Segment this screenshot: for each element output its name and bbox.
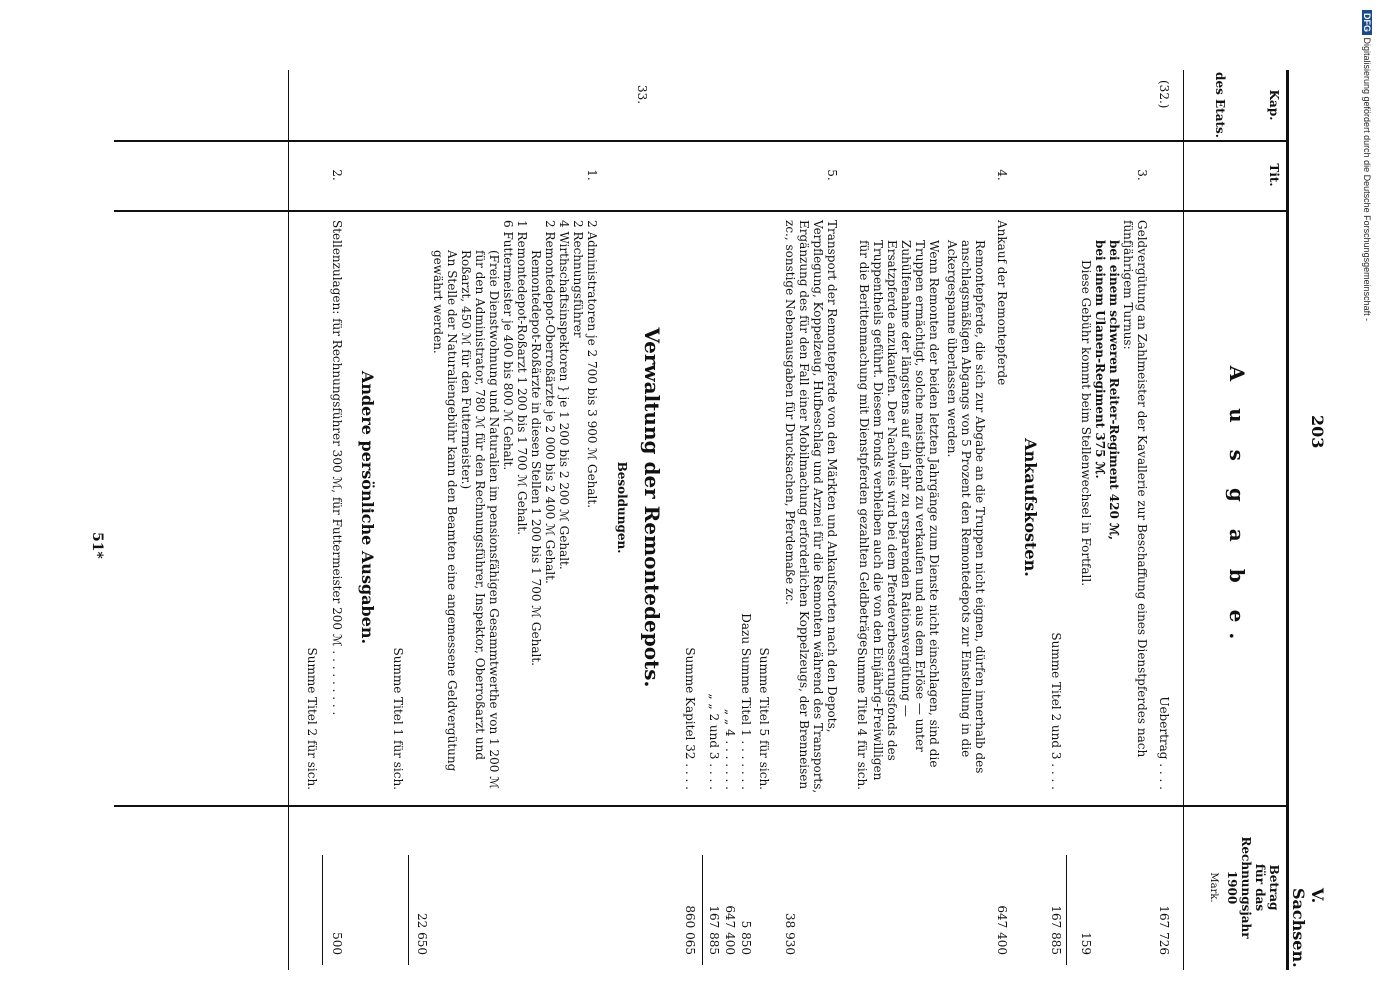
sum-5-label: Summe Titel 5 für sich. (756, 647, 771, 790)
titel-2-amount: 500 (329, 932, 344, 955)
uebertrag-amount: 167 726 (1156, 905, 1171, 955)
titel-5-number: 5. (824, 169, 839, 181)
besoldungen-title: Besoldungen. (614, 461, 629, 554)
titel-3-line: Geldvergütung an Zahlmeister der Kavallerie zur Beschaffung eines Dienstpferdes nach fünfjährigem Turnus: (1120, 220, 1149, 758)
besoldung-line: 2 Administratoren je 2 700 bis 3 900 ℳ Gehalt. (584, 220, 599, 509)
besoldung-line: 1 Remontedepot-Roßarzt 1 200 bis 1 700 ℳ Gehalt. (514, 220, 529, 536)
sum-2-3-amount: 167 885 (1048, 905, 1063, 955)
amount-header-line: Rechnungsjahr (1238, 836, 1253, 939)
header-rule (1183, 70, 1184, 970)
titel-4-note-1: Remontepferde, die sich zur Abgabe an die Truppen nicht eignen, dürfen innerhalb des anschlagsmäßigen Abgangs von 5 Prozent den Remontedepots zur Einstellung in die Ackergespanne überlassen werden. (944, 240, 987, 774)
titel-3-text (1079, 220, 1149, 795)
besoldung-line: 2 Rechnungsführer (570, 220, 585, 338)
titel-4-text: Ankauf der Remontepferde (994, 220, 1009, 386)
sum-4-label: Summe Titel 4 für sich. (854, 647, 869, 790)
besoldungen-list (431, 220, 599, 795)
amount-header-line: Betrag (1266, 864, 1281, 911)
section-title: A u s g a b e. (1224, 365, 1249, 650)
sum-2-3-label: Summe Titel 2 und 3 . . . . (1048, 632, 1063, 790)
kap-32-label: (32.) (1156, 80, 1171, 109)
titel-3-line: Diese Gebühr kommt beim Stellenwechsel in Fortfall. (1078, 260, 1093, 587)
table-top-rule (1286, 70, 1289, 970)
page-mark: 51* (88, 532, 105, 559)
column-divider (114, 140, 1289, 142)
dazu-2-3-amount: 167 885 (706, 905, 721, 955)
kap-label: Kap. (1266, 89, 1281, 121)
state-title: V. Sachsen. (1288, 888, 1327, 968)
sum-2-label: Summe Titel 2 für sich. (304, 647, 319, 790)
besoldung-line: 4 Wirthschaftsinspektoren } je 1 200 bis 2 200 ℳ Gehalt. (556, 220, 571, 570)
kapitel-32-sum-label: Summe Kapitel 32 . . . . (682, 647, 697, 790)
col-header-tit: Tit. (1266, 163, 1281, 187)
des-etats-label: des Etats. (1212, 72, 1227, 138)
sum-rule (408, 855, 409, 965)
amount-header-line: für das (1252, 863, 1267, 912)
titel-5-text: Transport der Remontepferde von den Märkten und Ankaufsorten nach den Depots, Verpflegung, Koppelzeug, Hufbeschlag und Arznei für die Remonten während des Transports, Ergänzung des für den Fall einer Mobilmachung erforderlichen Koppelzeugs, der Brenneisen zc., sonstige Nebenausgaben für Drucksachen, Pferdemaße zc. (782, 220, 839, 794)
sum-rule (702, 855, 703, 965)
titel-5-amount: 38 930 (782, 913, 797, 955)
titel-2-text: Stellenzulagen: für Rechnungsführer 300 ℳ, für Futtermeister 200 ℳ . . . . . . . . . (329, 220, 344, 716)
titel-3-line: bei einem schweren Reiter-Regiment 420 ℳ, (1106, 240, 1121, 541)
titel-1-amount: 22 650 (414, 913, 429, 955)
col-header-amount (1208, 805, 1281, 970)
titel-4-number: 4. (994, 169, 1009, 181)
besoldung-line: Remontedepot-Roßärzte in diesen Stellen 1 200 bis 1 700 ℳ Gehalt. (528, 250, 543, 666)
column-divider (114, 805, 1289, 807)
uebertrag-label: Uebertrag . . . . (1156, 696, 1171, 790)
verwaltung-title: Verwaltung der Remontedepots. (639, 327, 664, 688)
titel-4-note-2: Wenn Remonten der beiden letzten Jahrgänge zum Dienste nicht einschlagen, sind die Truppen ermächtigt, solche meistbietend zu verkaufen und aus dem Erlöse — unter Zuhülfenahme der längstens auf ein Jahr zu ersparenden Rationsvergütung — Ersatzpferde anzukaufen. Der Nachweis wird bei dem Pferdeverbesserungsfonds des Truppentheils geführt. Diesem Fonds verbleiben auch die von den Einjährig-Freiwilligen für die Berittenmachung mit Dienstpferden gezahlten Geldbeträge. (856, 240, 941, 781)
titel-3-line: bei einem Ulanen-Regiment 375 ℳ. (1092, 240, 1107, 479)
table-bottom-rule (288, 70, 289, 970)
dazu-4-amount: 647 400 (722, 905, 737, 955)
col-header-kap (1213, 70, 1281, 140)
sum-rule (1066, 855, 1067, 965)
dazu-4-label: „ „ 4 . . . . . . . (722, 708, 737, 790)
page-number: 203 (1307, 415, 1327, 449)
dazu-1-amount: 5 850 (738, 920, 753, 955)
sum-1-label: Summe Titel 1 für sich. (390, 647, 405, 790)
side-note (1362, 10, 1382, 990)
ankauf-title: Ankaufskosten. (1020, 438, 1040, 577)
kapitel-32-sum-amount: 860 065 (682, 905, 697, 955)
andere-title: Andere persönliche Ausgaben. (357, 370, 377, 645)
amount-header-line: 1900 (1224, 870, 1239, 905)
dazu-1-label: Dazu Summe Titel 1 . . . . . . . (738, 613, 753, 790)
titel-3-amount: 159 (1078, 932, 1093, 955)
titel-3-number: 3. (1134, 169, 1149, 181)
side-note-text: Digitalisierung gefördert durch die Deutsche Forschungsgemeinschaft - (1362, 37, 1372, 322)
sum-rule (322, 855, 323, 965)
besoldung-note: (Freie Dienstwohnung und Naturalien im pensionsfähigen Gesammtwerthe von 1 200 ℳ für den Administrator, 780 ℳ für den Rechnungsführer, Inspektor, Oberroßarzt und Roßarzt, 450 ℳ für den Futtermeister.) (458, 250, 501, 789)
besoldung-line: 2 Remontedepot-Oberroßärzte je 2 000 bis 2 400 ℳ Gehalt. (542, 220, 557, 584)
budget-table (114, 70, 1289, 970)
amount-unit: Mark. (1207, 872, 1219, 903)
column-divider (114, 210, 1289, 212)
dazu-2-3-label: „ „ 2 und 3 . . . . (706, 693, 721, 790)
besoldung-note: An Stelle der Naturaliengebühr kann den Beamten eine angemessene Geldvergütung gewährt werden. (430, 250, 459, 772)
document-page (47, 20, 1337, 980)
titel-2-number: 2. (329, 169, 344, 181)
titel-4-amount: 647 400 (994, 905, 1009, 955)
besoldung-line: 6 Futtermeister je 400 bis 800 ℳ Gehalt. (500, 220, 515, 471)
dfg-badge: DFG (1362, 10, 1372, 35)
kap-33-label: 33. (634, 85, 649, 105)
titel-1-number: 1. (584, 169, 599, 181)
